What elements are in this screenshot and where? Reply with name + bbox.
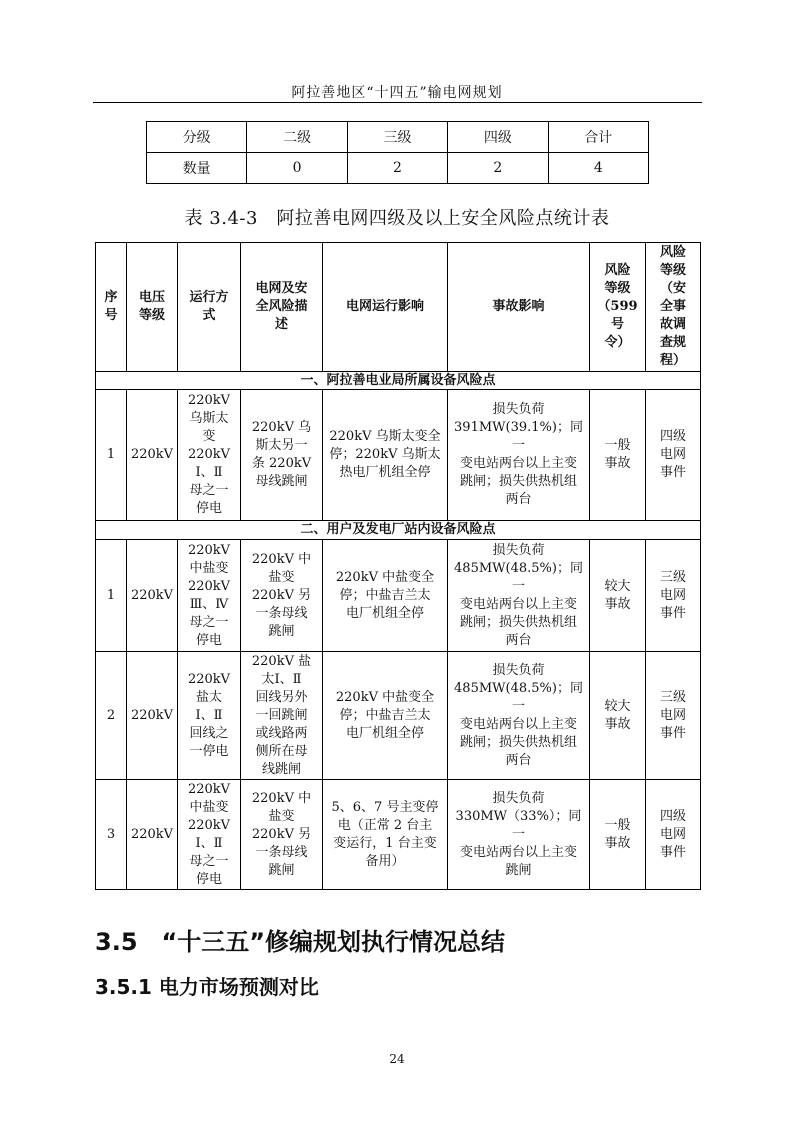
cell-risk-level-599: 一般 事故 bbox=[590, 780, 646, 890]
cell-risk-level-regulation: 三级 电网 事件 bbox=[646, 540, 701, 652]
cell-operation-mode: 220kV 中盐变 220kV Ⅰ、Ⅱ 母之一 停电 bbox=[178, 780, 241, 890]
cell-grid-impact: 5、6、7 号主变停 电（正常 2 台主 变运行，1 台主变 备用） bbox=[323, 780, 448, 890]
cell-voltage: 220kV bbox=[127, 780, 178, 890]
cell-voltage: 220kV bbox=[127, 540, 178, 652]
cell-risk-level-regulation: 三级 电网 事件 bbox=[646, 652, 701, 780]
page-header-title: 阿拉善地区“十四五”输电网规划 bbox=[291, 85, 503, 101]
cell-risk-description: 220kV 中 盐变 220kV 另 一条母线 跳闸 bbox=[241, 540, 323, 652]
column-header-operation-mode: 运行方 式 bbox=[178, 243, 241, 372]
table-row bbox=[96, 652, 701, 780]
cell-seq: 3 bbox=[96, 780, 127, 890]
summary-cell: 三级 bbox=[347, 122, 447, 153]
column-header-grid-impact: 电网运行影响 bbox=[323, 243, 448, 372]
cell-accident-impact: 损失负荷 485MW(48.5%)；同一 变电站两台以上主变 跳闸；损失供热机组 两台 bbox=[448, 540, 590, 652]
summary-table bbox=[146, 121, 649, 184]
risk-table-header-row bbox=[96, 243, 701, 372]
cell-risk-level-regulation: 四级 电网 事件 bbox=[646, 780, 701, 890]
section-heading: 3.5 “十三五”修编规划执行情况总结 bbox=[95, 928, 506, 956]
section-title: 二、用户及发电厂站内设备风险点 bbox=[96, 521, 701, 540]
column-header-seq: 序 号 bbox=[96, 243, 127, 372]
summary-cell: 二级 bbox=[247, 122, 347, 153]
cell-accident-impact: 损失负荷 485MW(48.5%)；同一 变电站两台以上主变 跳闸；损失供热机组 两台 bbox=[448, 652, 590, 780]
cell-accident-impact: 损失负荷 330MW（33%）；同一 变电站两台以上主变 跳闸 bbox=[448, 780, 590, 890]
summary-cell: 0 bbox=[247, 153, 347, 184]
column-header-voltage: 电压 等级 bbox=[127, 243, 178, 372]
cell-risk-level-regulation: 四级 电网 事件 bbox=[646, 390, 701, 521]
summary-cell: 4 bbox=[548, 153, 648, 184]
summary-cell: 分级 bbox=[147, 122, 247, 153]
page-number: 24 bbox=[389, 1052, 405, 1066]
risk-table bbox=[95, 242, 701, 890]
column-header-risk-level-regulation: 风险 等级 （安 全事 故调 查规 程） bbox=[646, 243, 701, 372]
cell-risk-level-599: 一般 事故 bbox=[590, 390, 646, 521]
header-rule bbox=[93, 102, 702, 103]
cell-operation-mode: 220kV 乌斯太 变 220kV Ⅰ、Ⅱ 母之一 停电 bbox=[178, 390, 241, 521]
section-row bbox=[96, 372, 701, 390]
cell-risk-description: 220kV 乌 斯太另一 条 220kV 母线跳闸 bbox=[241, 390, 323, 521]
cell-risk-level-599: 较大 事故 bbox=[590, 540, 646, 652]
table-caption: 表 3.4-3 阿拉善电网四级及以上安全风险点统计表 bbox=[184, 208, 610, 229]
summary-header-row bbox=[147, 122, 649, 153]
column-header-risk-description: 电网及安 全风险描 述 bbox=[241, 243, 323, 372]
cell-grid-impact: 220kV 乌斯太变全 停；220kV 乌斯太 热电厂机组全停 bbox=[323, 390, 448, 521]
cell-accident-impact: 损失负荷 391MW(39.1%)；同一 变电站两台以上主变 跳闸；损失供热机组 两台 bbox=[448, 390, 590, 521]
summary-cell: 2 bbox=[448, 153, 548, 184]
cell-operation-mode: 220kV 盐太 Ⅰ、Ⅱ 回线之 一停电 bbox=[178, 652, 241, 780]
section-title: 一、阿拉善电业局所属设备风险点 bbox=[96, 372, 701, 390]
table-row bbox=[96, 780, 701, 890]
cell-voltage: 220kV bbox=[127, 652, 178, 780]
cell-seq: 2 bbox=[96, 652, 127, 780]
summary-data-row bbox=[147, 153, 649, 184]
cell-risk-description: 220kV 盐 太Ⅰ、Ⅱ 回线另外 一回跳闸 或线路两 侧所在母 线跳闸 bbox=[241, 652, 323, 780]
cell-voltage: 220kV bbox=[127, 390, 178, 521]
cell-grid-impact: 220kV 中盐变全 停；中盐吉兰太 电厂机组全停 bbox=[323, 652, 448, 780]
cell-seq: 1 bbox=[96, 390, 127, 521]
summary-cell: 数量 bbox=[147, 153, 247, 184]
section-row bbox=[96, 521, 701, 540]
table-row bbox=[96, 540, 701, 652]
summary-cell: 合计 bbox=[548, 122, 648, 153]
column-header-accident-impact: 事故影响 bbox=[448, 243, 590, 372]
subsection-heading: 3.5.1 电力市场预测对比 bbox=[95, 975, 319, 999]
cell-seq: 1 bbox=[96, 540, 127, 652]
cell-grid-impact: 220kV 中盐变全 停；中盐吉兰太 电厂机组全停 bbox=[323, 540, 448, 652]
summary-cell: 四级 bbox=[448, 122, 548, 153]
cell-operation-mode: 220kV 中盐变 220kV Ⅲ、Ⅳ 母之一 停电 bbox=[178, 540, 241, 652]
cell-risk-description: 220kV 中 盐变 220kV 另 一条母线 跳闸 bbox=[241, 780, 323, 890]
table-row bbox=[96, 390, 701, 521]
cell-risk-level-599: 较大 事故 bbox=[590, 652, 646, 780]
summary-cell: 2 bbox=[347, 153, 447, 184]
column-header-risk-level-599: 风险 等级 （599 号 令） bbox=[590, 243, 646, 372]
